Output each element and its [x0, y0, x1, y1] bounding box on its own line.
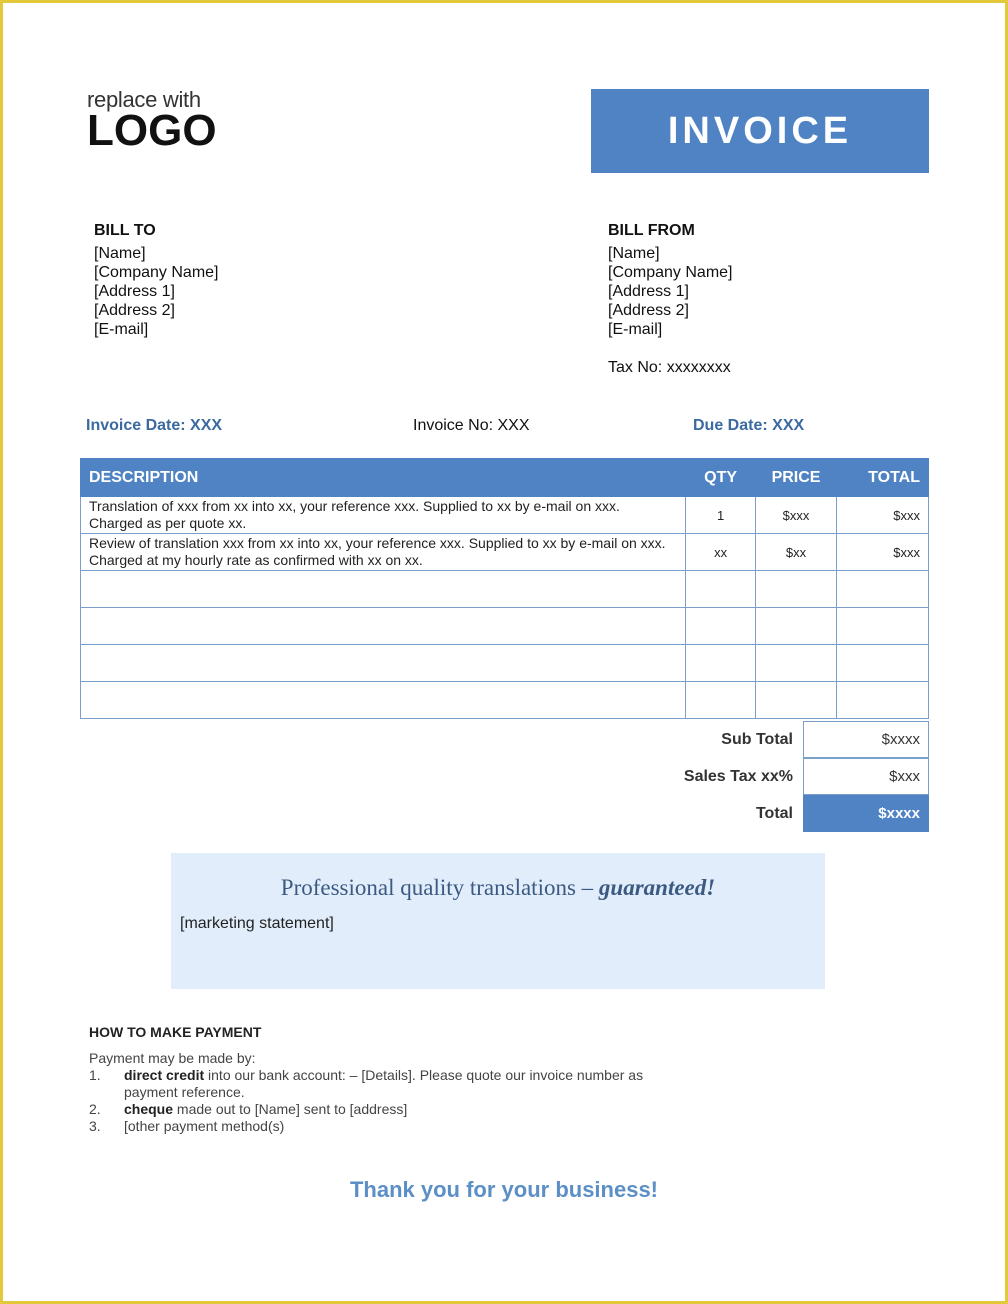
payment-item-number: 2.: [89, 1101, 101, 1117]
thank-you-message: Thank you for your business!: [349, 1177, 659, 1202]
bill-to-line: [Company Name]: [94, 264, 219, 281]
table-header-row: [81, 459, 929, 497]
bill-to-line: [Address 2]: [94, 302, 175, 319]
sales-tax-label: Sales Tax xx%: [683, 767, 793, 785]
bill-from-line: [E-mail]: [608, 321, 663, 338]
due-date: [693, 417, 804, 435]
col-header-price: PRICE: [756, 459, 837, 497]
subtotal-value: $xxxx: [803, 721, 929, 758]
payment-item: [89, 1118, 664, 1135]
row-total: [837, 571, 929, 608]
payment-intro: Payment may be made by:: [89, 1050, 256, 1066]
table-row: [81, 497, 929, 534]
invoice-number-value: XXX: [497, 417, 530, 434]
marketing-panel: [171, 853, 825, 989]
bill-from-line: [Company Name]: [608, 264, 733, 281]
bill-from-line: [Name]: [608, 245, 660, 262]
subtotal-row: [603, 721, 929, 758]
bill-from-block: [608, 221, 733, 377]
logo-big-text: LOGO: [87, 106, 217, 155]
total-row: [603, 795, 929, 832]
totals-block: [603, 721, 929, 832]
bill-to-line: [Address 1]: [94, 283, 175, 300]
row-description: Review of translation xxx from xx into xx, your reference xxx. Supplied to xx by e-mail on xxx. Charged at my hourly rate as confirmed with xx on xx.: [81, 534, 686, 571]
invoice-date-value: XXX: [190, 417, 223, 434]
table-row: [81, 682, 929, 719]
payment-item-text: [other payment method(s): [124, 1118, 285, 1134]
col-header-description: DESCRIPTION: [81, 459, 686, 497]
bill-to-line: [Name]: [94, 245, 146, 262]
row-description: Translation of xxx from xx into xx, your reference xxx. Supplied to xx by e-mail on xxx. Charged as per quote xx.: [81, 497, 686, 534]
marketing-tagline: [171, 875, 825, 901]
row-price: [756, 645, 837, 682]
total-label: Total: [755, 804, 793, 822]
payment-item-number: 3.: [89, 1118, 101, 1134]
invoice-number: [413, 417, 530, 435]
sales-tax-row: [603, 758, 929, 795]
row-qty: xx: [686, 534, 756, 571]
row-qty: 1: [686, 497, 756, 534]
row-qty: [686, 645, 756, 682]
payment-item-text: into our bank account: – [Details]. Please quote our invoice number as payment reference.: [124, 1067, 644, 1100]
bill-to-block: [94, 221, 219, 339]
payment-item-number: 1.: [89, 1067, 101, 1083]
table-row: [81, 645, 929, 682]
row-price: [756, 682, 837, 719]
row-price: $xx: [756, 534, 837, 571]
due-date-label: Due Date:: [693, 417, 768, 434]
row-price: $xxx: [756, 497, 837, 534]
row-qty: [686, 571, 756, 608]
marketing-statement: [marketing statement]: [180, 915, 334, 932]
table-row: [81, 571, 929, 608]
table-row: [81, 534, 929, 571]
payment-item: [89, 1101, 664, 1118]
row-description: [81, 571, 686, 608]
logo-small-text: replace with: [87, 87, 201, 112]
bill-to-heading: BILL TO: [94, 222, 156, 239]
col-header-total: TOTAL: [837, 459, 929, 497]
line-items-table: [80, 458, 929, 719]
total-value: $xxxx: [803, 795, 929, 832]
payment-item: [89, 1067, 664, 1101]
row-description: [81, 682, 686, 719]
row-qty: [686, 608, 756, 645]
table-row: [81, 608, 929, 645]
tagline-plain: Professional quality translations –: [280, 875, 599, 900]
row-total: $xxx: [837, 497, 929, 534]
due-date-value: XXX: [772, 417, 805, 434]
payment-item-bold: cheque: [124, 1101, 174, 1117]
col-header-qty: QTY: [686, 459, 756, 497]
bill-from-heading: BILL FROM: [608, 222, 695, 239]
invoice-date-label: Invoice Date:: [86, 417, 186, 434]
sales-tax-value: $xxx: [803, 758, 929, 795]
invoice-date: [86, 417, 222, 435]
payment-item-text: made out to [Name] sent to [address]: [173, 1101, 408, 1117]
tax-number: Tax No: xxxxxxxx: [608, 359, 731, 376]
invoice-number-label: Invoice No:: [413, 417, 494, 434]
row-price: [756, 608, 837, 645]
row-total: [837, 682, 929, 719]
bill-to-line: [E-mail]: [94, 321, 149, 338]
row-total: [837, 645, 929, 682]
row-price: [756, 571, 837, 608]
row-description: [81, 608, 686, 645]
row-description: [81, 645, 686, 682]
bill-from-line: [Address 1]: [608, 283, 689, 300]
invoice-title-banner: INVOICE: [591, 89, 929, 173]
row-total: $xxx: [837, 534, 929, 571]
tagline-emphasis: guaranteed!: [598, 875, 716, 900]
subtotal-label: Sub Total: [721, 730, 793, 748]
logo-placeholder: [87, 87, 217, 155]
row-total: [837, 608, 929, 645]
bill-from-line: [Address 2]: [608, 302, 689, 319]
payment-section: [89, 1024, 664, 1135]
payment-item-bold: direct credit: [124, 1067, 205, 1083]
row-qty: [686, 682, 756, 719]
payment-heading: HOW TO MAKE PAYMENT: [89, 1024, 262, 1040]
